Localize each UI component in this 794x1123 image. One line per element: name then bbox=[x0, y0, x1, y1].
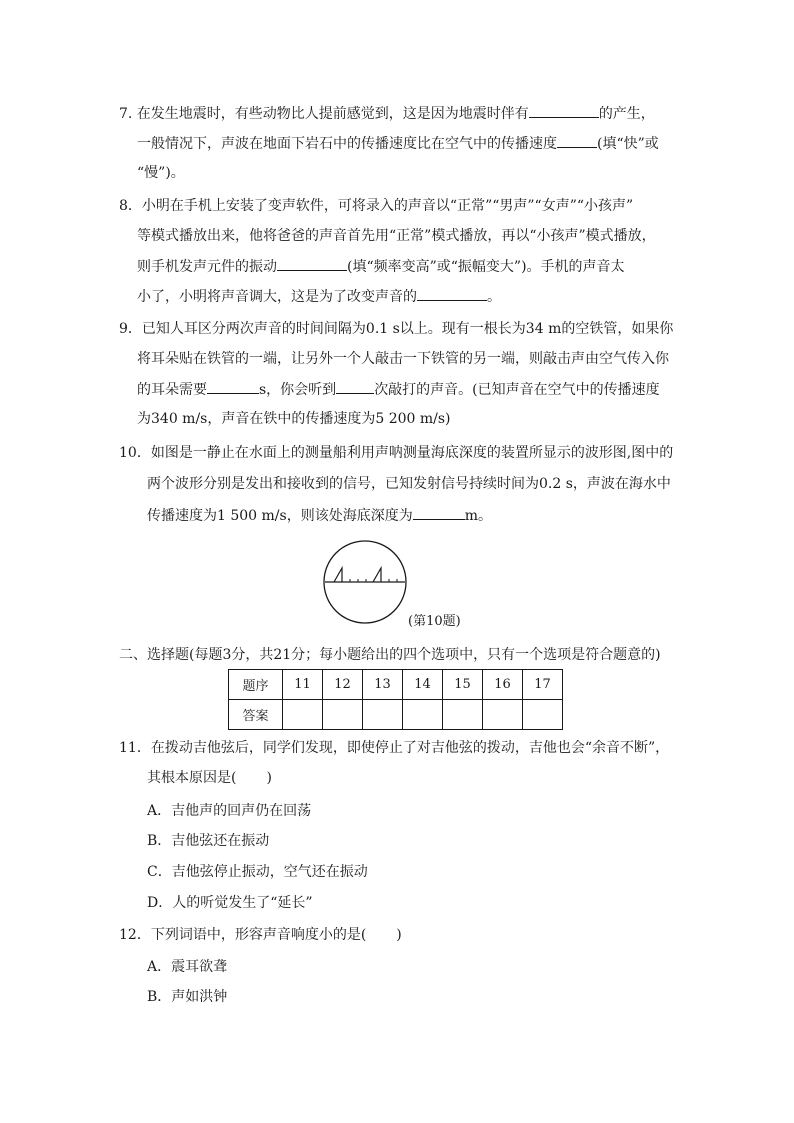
q8-line4: 小了，小明将声音调大，这是为了改变声音的 。 bbox=[137, 286, 501, 307]
answer-cell[interactable] bbox=[403, 700, 443, 730]
q10-line1: 10．如图是一静止在水面上的测量船利用声呐测量海底深度的装置所显示的波形图,图中的 bbox=[119, 445, 674, 461]
question-number: 14 bbox=[403, 670, 443, 700]
q7-blank1[interactable] bbox=[529, 103, 599, 118]
section2-heading: 二、选择题(每题3分，共21分；每小题给出的四个选项中，只有一个选项是符合题意的) bbox=[119, 647, 661, 663]
q8-line1: 8．小明在手机上安装了变声软件，可将录入的声音以“正常”“男声”“女声”“小孩声” bbox=[119, 198, 634, 214]
q11-line2: 其根本原因是( ) bbox=[147, 770, 272, 786]
answer-table-header-row bbox=[229, 670, 563, 700]
q10-line3: 传播速度为1 500 m/s，则该处海底深度为 m。 bbox=[147, 505, 492, 526]
question-number: 15 bbox=[443, 670, 483, 700]
answer-table-answer-row bbox=[229, 700, 563, 730]
q11-line1: 11．在拨动吉他弦后，同学们发现，即使停止了对吉他弦的拨动，吉他也会“余音不断”， bbox=[119, 740, 670, 756]
q9-blank2[interactable] bbox=[336, 379, 374, 394]
q10-line2: 两个波形分别是发出和接收到的信号，已知发射信号持续时间为0.2 s，声波在海水中 bbox=[147, 476, 671, 492]
q7-line1: 7. 在发生地震时，有些动物比人提前感觉到，这是因为地震时伴有 的产生， bbox=[119, 103, 655, 124]
question-number: 11 bbox=[283, 670, 323, 700]
emitted-pulse bbox=[334, 568, 342, 582]
q12-line1: 12．下列词语中，形容声音响度小的是( ) bbox=[119, 927, 402, 943]
q7-blank2[interactable] bbox=[557, 133, 597, 148]
row-label-answer: 答案 bbox=[229, 700, 283, 730]
answer-table bbox=[228, 669, 563, 730]
question-number: 12 bbox=[323, 670, 363, 700]
q12-option-b[interactable]: B．声如洪钟 bbox=[147, 989, 228, 1005]
q11-option-b[interactable]: B．吉他弦还在振动 bbox=[147, 833, 270, 849]
answer-cell[interactable] bbox=[483, 700, 523, 730]
q7-line2: 一般情况下，声波在地面下岩石中的传播速度比在空气中的传播速度 (填“快”或 bbox=[137, 133, 659, 154]
q8-line3: 则手机发声元件的振动 (填“频率变高”或“振幅变大”)。手机的声音太 bbox=[137, 256, 625, 277]
row-label-question: 题序 bbox=[229, 670, 283, 700]
sonar-waveform-figure bbox=[322, 538, 408, 626]
figure-caption: (第10题) bbox=[408, 614, 461, 629]
answer-cell[interactable] bbox=[523, 700, 563, 730]
answer-cell[interactable] bbox=[323, 700, 363, 730]
question-number: 16 bbox=[483, 670, 523, 700]
q10-blank1[interactable] bbox=[413, 505, 465, 520]
answer-cell[interactable] bbox=[283, 700, 323, 730]
q9-line3: 的耳朵需要 s，你会听到 次敲打的声音。(已知声音在空气中的传播速度 bbox=[137, 379, 660, 400]
received-pulse bbox=[373, 568, 381, 582]
q9-line4: 为340 m/s，声音在铁中的传播速度为5 200 m/s) bbox=[137, 411, 451, 427]
q11-option-a[interactable]: A．吉他声的回声仍在回荡 bbox=[147, 803, 312, 819]
q11-option-d[interactable]: D．人的听觉发生了“延长” bbox=[147, 895, 313, 911]
q8-line2: 等模式播放出来，他将爸爸的声音首先用“正常”模式播放，再以“小孩声”模式播放， bbox=[137, 228, 656, 244]
question-number: 17 bbox=[523, 670, 563, 700]
q8-blank1[interactable] bbox=[277, 256, 347, 271]
q11-option-c[interactable]: C．吉他弦停止振动，空气还在振动 bbox=[147, 864, 368, 880]
q9-line1: 9．已知人耳区分两次声音的时间间隔为0.1 s以上。现有一根长为34 m的空铁管，如果你 bbox=[119, 321, 674, 337]
q9-blank1[interactable] bbox=[207, 379, 259, 394]
q9-line2: 将耳朵贴在铁管的一端，让另外一个人敲击一下铁管的另一端，则敲击声由空气传入你 bbox=[137, 351, 669, 367]
q7-line3: “慢”)。 bbox=[137, 165, 185, 181]
answer-cell[interactable] bbox=[443, 700, 483, 730]
q12-option-a[interactable]: A．震耳欲聋 bbox=[147, 959, 228, 975]
answer-cell[interactable] bbox=[363, 700, 403, 730]
q8-blank2[interactable] bbox=[417, 286, 487, 301]
question-number: 13 bbox=[363, 670, 403, 700]
